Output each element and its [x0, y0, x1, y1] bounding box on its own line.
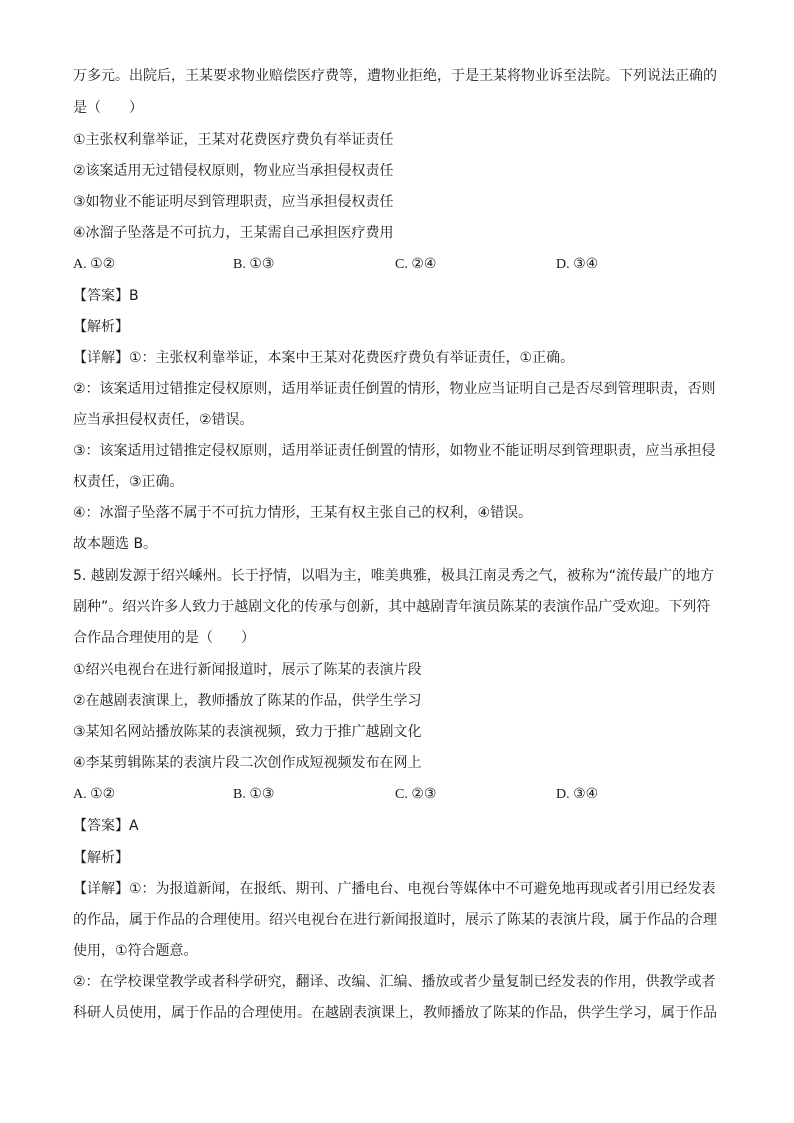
q4-option-d: D. ③④: [556, 257, 599, 272]
q4-detail-line-1: 【详解】①：主张权利靠举证，本案中王某对花费医疗费负有举证责任，①正确。: [73, 350, 575, 366]
q4-option-c: C. ②④: [395, 257, 437, 272]
q5-statement-4: ④李某剪辑陈某的表演片段二次创作成短视频发布在网上: [73, 755, 422, 771]
q5-detail-line-2: 的作品，属于作品的合理使用。绍兴电视台在进行新闻报道时，展示了陈某的表演片段，属于作品的合理: [73, 912, 717, 928]
q4-option-a: A. ①②: [73, 257, 116, 272]
q4-stem-line-1: 万多元。出院后，王某要求物业赔偿医疗费等，遭物业拒绝，于是王某将物业诉至法院。下列说法正确的: [73, 68, 717, 84]
q4-detail-line-2: ②：该案适用过错推定侵权原则，适用举证责任倒置的情形，物业应当证明自己是否尽到管理职责，否则: [73, 381, 716, 397]
q4-detail-line-6: ④：冰溜子坠落不属于不可抗力情形，王某有权主张自己的权利，④错误。: [73, 505, 533, 521]
q5-statement-2: ②在越剧表演课上，教师播放了陈某的作品，供学生学习: [73, 693, 422, 709]
q4-option-b: B. ①③: [233, 257, 275, 272]
q5-statement-1: ①绍兴电视台在进行新闻报道时，展示了陈某的表演片段: [73, 662, 422, 678]
q5-stem-line-1: 5. 越剧发源于绍兴嵊州。长于抒情，以唱为主，唯美典雅，极具江南灵秀之气，被称为“流传最广的地方: [73, 568, 715, 584]
q4-statement-2: ②该案适用无过错侵权原则，物业应当承担侵权责任: [73, 163, 394, 179]
q4-analysis-heading: 【解析】: [73, 319, 129, 335]
q4-answer: 【答案】B: [73, 288, 139, 304]
q5-option-c: C. ②③: [395, 787, 437, 802]
q4-stem-line-2: 是（ ）: [73, 100, 143, 116]
q5-option-d: D. ③④: [556, 787, 599, 802]
q4-detail-line-4: ③：该案适用过错推定侵权原则，适用举证责任倒置的情形，如物业不能证明尽到管理职责，应当承担侵: [73, 443, 716, 459]
q5-answer: 【答案】A: [73, 818, 139, 834]
q5-option-a: A. ①②: [73, 787, 116, 802]
q5-detail-line-1: 【详解】①：为报道新闻，在报纸、期刊、广播电台、电视台等媒体中不可避免地再现或者引用已经发表: [73, 881, 716, 897]
q5-detail-line-3: 使用，①符合题意。: [73, 943, 198, 959]
q4-detail-line-3: 应当承担侵权责任，②错误。: [73, 412, 254, 428]
q4-statement-3: ③如物业不能证明尽到管理职责，应当承担侵权责任: [73, 194, 394, 210]
q5-option-b: B. ①③: [233, 787, 275, 802]
q4-detail-line-5: 权责任，③正确。: [73, 474, 184, 490]
q5-stem-line-2: 剧种”。绍兴许多人致力于越剧文化的传承与创新，其中越剧青年演员陈某的表演作品广受欢迎。下列符: [73, 599, 711, 615]
q5-stem-line-3: 合作品合理使用的是（ ）: [73, 630, 255, 646]
q4-conclusion: 故本题选 B。: [73, 536, 158, 552]
q5-detail-line-5: 科研人员使用，属于作品的合理使用。在越剧表演课上，教师播放了陈某的作品，供学生学习，属于作品: [73, 1005, 717, 1021]
q5-detail-line-4: ②：在学校课堂教学或者科学研究，翻译、改编、汇编、播放或者少量复制已经发表的作用，供教学或者: [73, 974, 716, 990]
q5-analysis-heading: 【解析】: [73, 850, 129, 866]
q4-statement-1: ①主张权利靠举证，王某对花费医疗费负有举证责任: [73, 132, 394, 148]
q4-statement-4: ④冰溜子坠落是不可抗力，王某需自己承担医疗费用: [73, 225, 394, 241]
q5-statement-3: ③某知名网站播放陈某的表演视频，致力于推广越剧文化: [73, 724, 422, 740]
